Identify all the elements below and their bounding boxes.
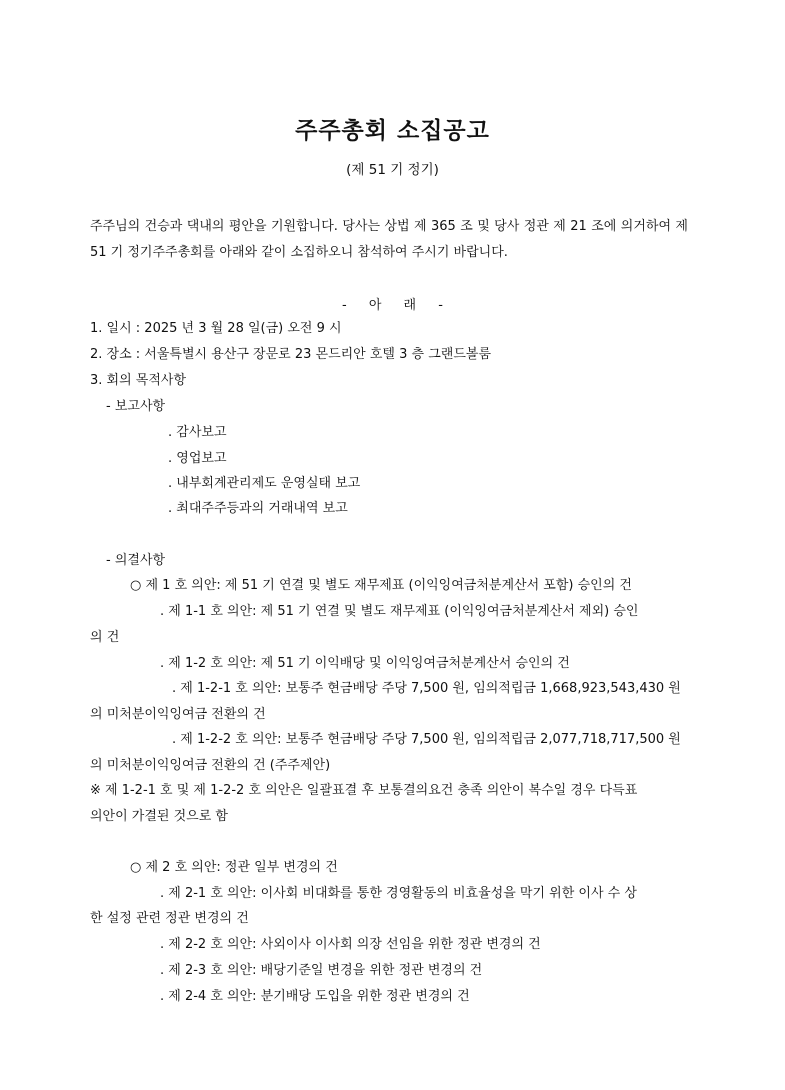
agenda-2-1-cont: 한 설정 관련 정관 변경의 건 (90, 911, 249, 926)
report-item: . 내부회계관리제도 운영실태 보고 (168, 476, 361, 491)
notice-subtitle: (제 51 기 정기) (346, 162, 439, 178)
report-item: . 감사보고 (168, 425, 227, 440)
item-place: 2. 장소 : 서울특별시 용산구 장문로 23 몬드리안 호텔 3 층 그랜드볼룸 (90, 347, 492, 362)
resolution-heading: - 의결사항 (106, 553, 166, 568)
report-item: . 영업보고 (168, 451, 227, 466)
agenda-2-1: . 제 2-1 호 의안: 이사회 비대화를 통한 경영활동의 비효율성을 막기 위한 이사 수 상 (160, 886, 637, 901)
agenda-1: ○ 제 1 호 의안: 제 51 기 연결 및 별도 재무제표 (이익잉여금처분계산서 포함) 승인의 건 (130, 578, 632, 593)
agenda-1-2: . 제 1-2 호 의안: 제 51 기 이익배당 및 이익잉여금처분계산서 승인의 건 (160, 656, 570, 671)
notice-title: 주주총회 소집공고 (295, 118, 490, 144)
agenda-1-2-1-cont: 의 미처분이익잉여금 전환의 건 (90, 707, 266, 722)
separator-label: - 아 래 - (342, 298, 443, 313)
agenda-1-2-1: . 제 1-2-1 호 의안: 보통주 현금배당 주당 7,500 원, 임의적립금 1,668,923,543,430 원 (172, 681, 681, 696)
item-purpose: 3. 회의 목적사항 (90, 373, 187, 388)
agenda-2-2: . 제 2-2 호 의안: 사외이사 이사회 의장 선임을 위한 정관 변경의 건 (160, 937, 541, 952)
report-heading: - 보고사항 (106, 399, 166, 414)
intro-paragraph: 주주님의 건승과 댁내의 평안을 기원합니다. 당사는 상법 제 365 조 및 당사 정관 제 21 조에 의거하여 제 51 기 정기주주총회를 아래와 같이 소집하오니 참석하여 주시기 바랍니다. (90, 219, 688, 260)
agenda-2-3: . 제 2-3 호 의안: 배당기준일 변경을 위한 정관 변경의 건 (160, 963, 483, 978)
report-item: . 최대주주등과의 거래내역 보고 (168, 501, 348, 516)
agenda-1-1: . 제 1-1 호 의안: 제 51 기 연결 및 별도 재무제표 (이익잉여금처분계산서 제외) 승인 (160, 604, 639, 619)
agenda-1-1-cont: 의 건 (90, 630, 120, 645)
agenda-1-2-2-cont: 의 미처분이익잉여금 전환의 건 (주주제안) (90, 758, 331, 773)
agenda-1-2-2: . 제 1-2-2 호 의안: 보통주 현금배당 주당 7,500 원, 임의적립금 2,077,718,717,500 원 (172, 732, 681, 747)
agenda-1-note: ※ 제 1-2-1 호 및 제 1-2-2 호 의안은 일괄표결 후 보통결의요건 충족 의안이 복수일 경우 다득표 (90, 783, 638, 798)
agenda-2-4: . 제 2-4 호 의안: 분기배당 도입을 위한 정관 변경의 건 (160, 989, 470, 1004)
agenda-2: ○ 제 2 호 의안: 정관 일부 변경의 건 (130, 860, 338, 875)
agenda-1-note-cont: 의안이 가결된 것으로 함 (90, 809, 228, 824)
item-date: 1. 일시 : 2025 년 3 월 28 일(금) 오전 9 시 (90, 321, 342, 336)
